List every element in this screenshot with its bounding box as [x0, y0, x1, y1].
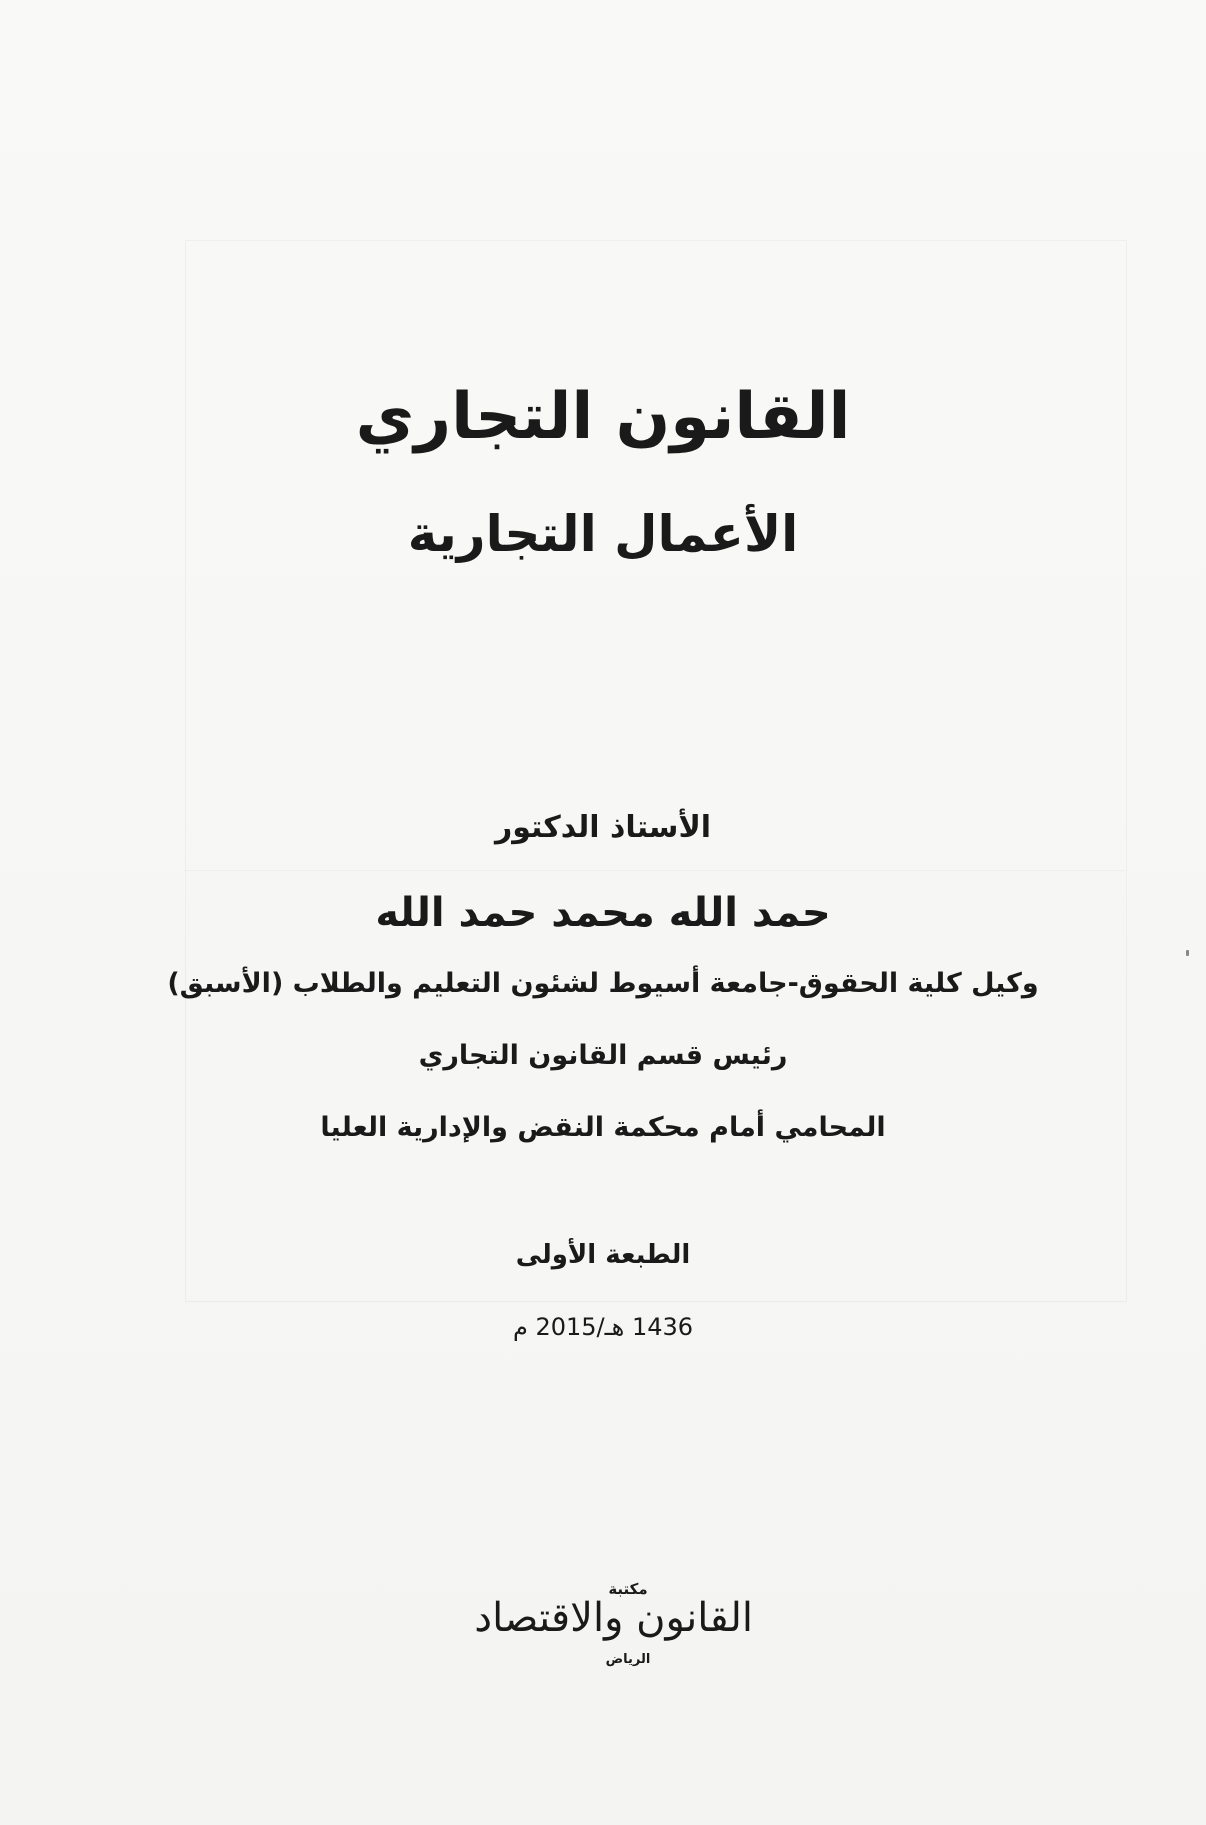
- publisher-logo-city: الرياض: [605, 1652, 651, 1667]
- scan-speck: [1186, 950, 1189, 956]
- edition-label: الطبعة الأولى: [515, 1240, 691, 1270]
- author-name: حمد الله محمد حمد الله: [375, 890, 831, 936]
- author-prefix: الأستاذ الدكتور: [494, 810, 712, 845]
- publisher-logo-top: مكتبة: [608, 1580, 648, 1598]
- author-position-1: وكيل كلية الحقوق-جامعة أسيوط لشئون التعليم والطلاب (الأسبق): [167, 968, 1039, 999]
- book-subtitle: الأعمال التجارية: [407, 505, 799, 563]
- publisher-logo-name: القانون والاقتصاد: [474, 1595, 753, 1641]
- book-title: القانون التجاري: [355, 380, 851, 454]
- author-position-2: رئيس قسم القانون التجاري: [418, 1040, 788, 1071]
- author-position-3: المحامي أمام محكمة النقض والإدارية العليا: [320, 1112, 886, 1143]
- publication-date: 1436 هـ/2015 م: [512, 1313, 694, 1341]
- publisher-logo: [474, 1580, 753, 1700]
- show-through-divider: [185, 870, 1125, 871]
